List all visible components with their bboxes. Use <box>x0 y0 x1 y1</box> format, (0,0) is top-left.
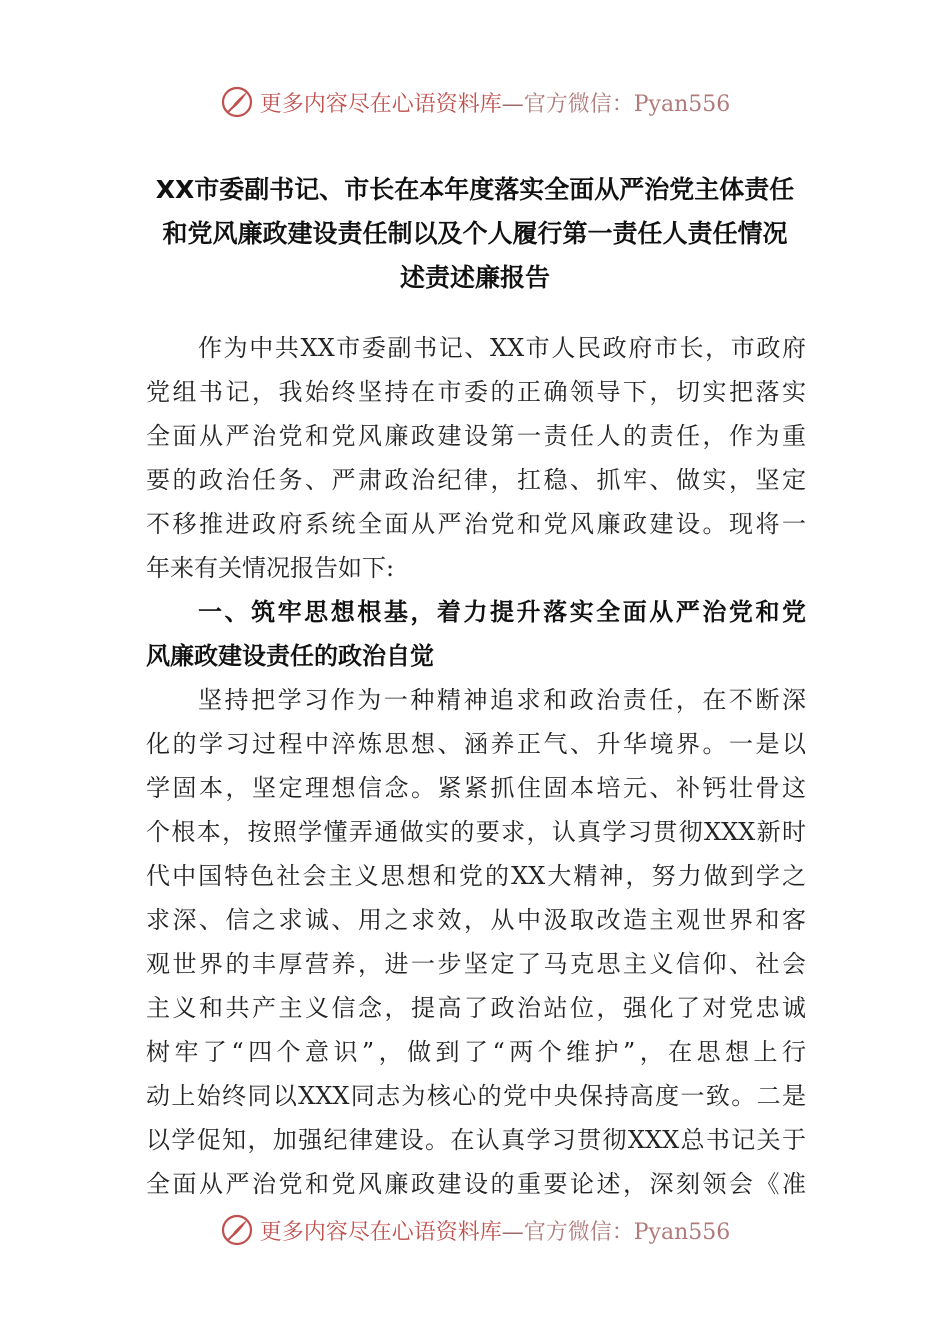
section-line: 动上始终同以XXX同志为核心的党中央保持高度一致。二是 <box>146 1082 806 1110</box>
intro-line: 全面从严治党和党风廉政建设第一责任人的责任，作为重 <box>146 422 806 450</box>
title-line: 和党风廉政建设责任制以及个人履行第一责任人责任情况 <box>162 219 788 248</box>
watermark-dash: — <box>501 91 524 117</box>
watermark-wechat-id: Pyan556 <box>633 91 731 117</box>
watermark-wechat-label: 官方微信： <box>523 91 634 117</box>
section-line: 个根本，按照学懂弄通做实的要求，认真学习贯彻XXX新时 <box>146 818 806 846</box>
section-heading-line: 风廉政建设责任的政治自觉 <box>146 642 434 670</box>
watermark-main-text: 更多内容尽在心语资料库 <box>259 91 502 117</box>
quill-logo-icon <box>220 85 254 119</box>
section-line: 全面从严治党和党风廉政建设的重要论述，深刻领会《准 <box>146 1170 806 1198</box>
intro-line: 作为中共XX市委副书记、XX市人民政府市长，市政府 <box>198 334 806 362</box>
quill-logo-icon <box>220 1213 254 1247</box>
title-line: 述责述廉报告 <box>399 263 550 292</box>
watermark-dash: — <box>501 1219 524 1245</box>
intro-line: 年来有关情况报告如下: <box>146 554 395 582</box>
watermark-banner-bottom <box>0 1208 950 1252</box>
section-line: 化的学习过程中淬炼思想、涵养正气、升华境界。一是以 <box>146 730 806 758</box>
section-line: 求深、信之求诚、用之求效，从中汲取改造主观世界和客 <box>146 906 806 934</box>
intro-line: 不移推进政府系统全面从严治党和党风廉政建设。现将一 <box>146 510 806 538</box>
document-title <box>100 168 850 300</box>
document-body <box>146 326 806 1206</box>
section-line: 代中国特色社会主义思想和党的XX大精神，努力做到学之 <box>146 862 806 890</box>
intro-line: 党组书记，我始终坚持在市委的正确领导下，切实把落实 <box>146 378 806 406</box>
intro-line: 要的政治任务、严肃政治纪律，扛稳、抓牢、做实，坚定 <box>146 466 806 494</box>
section-line: 主义和共产主义信念，提高了政治站位，强化了对党忠诚 <box>146 994 806 1022</box>
section-heading-line: 一、筑牢思想根基，着力提升落实全面从严治党和党 <box>198 598 806 626</box>
watermark-wechat-label: 官方微信： <box>523 1219 634 1245</box>
section-line: 树牢了“四个意识”，做到了“两个维护”，在思想上行 <box>146 1038 806 1066</box>
section-line: 坚持把学习作为一种精神追求和政治责任，在不断深 <box>198 686 806 714</box>
watermark-text <box>260 1215 731 1246</box>
section-line: 学固本，坚定理想信念。紧紧抓住固本培元、补钙壮骨这 <box>146 774 806 802</box>
title-line: XX市委副书记、市长在本年度落实全面从严治党主体责任 <box>155 175 795 204</box>
watermark-banner-top <box>0 80 950 124</box>
section-line: 以学促知，加强纪律建设。在认真学习贯彻XXX总书记关于 <box>146 1126 806 1154</box>
section-line: 观世界的丰厚营养，进一步坚定了马克思主义信仰、社会 <box>146 950 806 978</box>
watermark-main-text: 更多内容尽在心语资料库 <box>259 1219 502 1245</box>
watermark-text <box>260 87 731 118</box>
watermark-wechat-id: Pyan556 <box>633 1219 731 1245</box>
